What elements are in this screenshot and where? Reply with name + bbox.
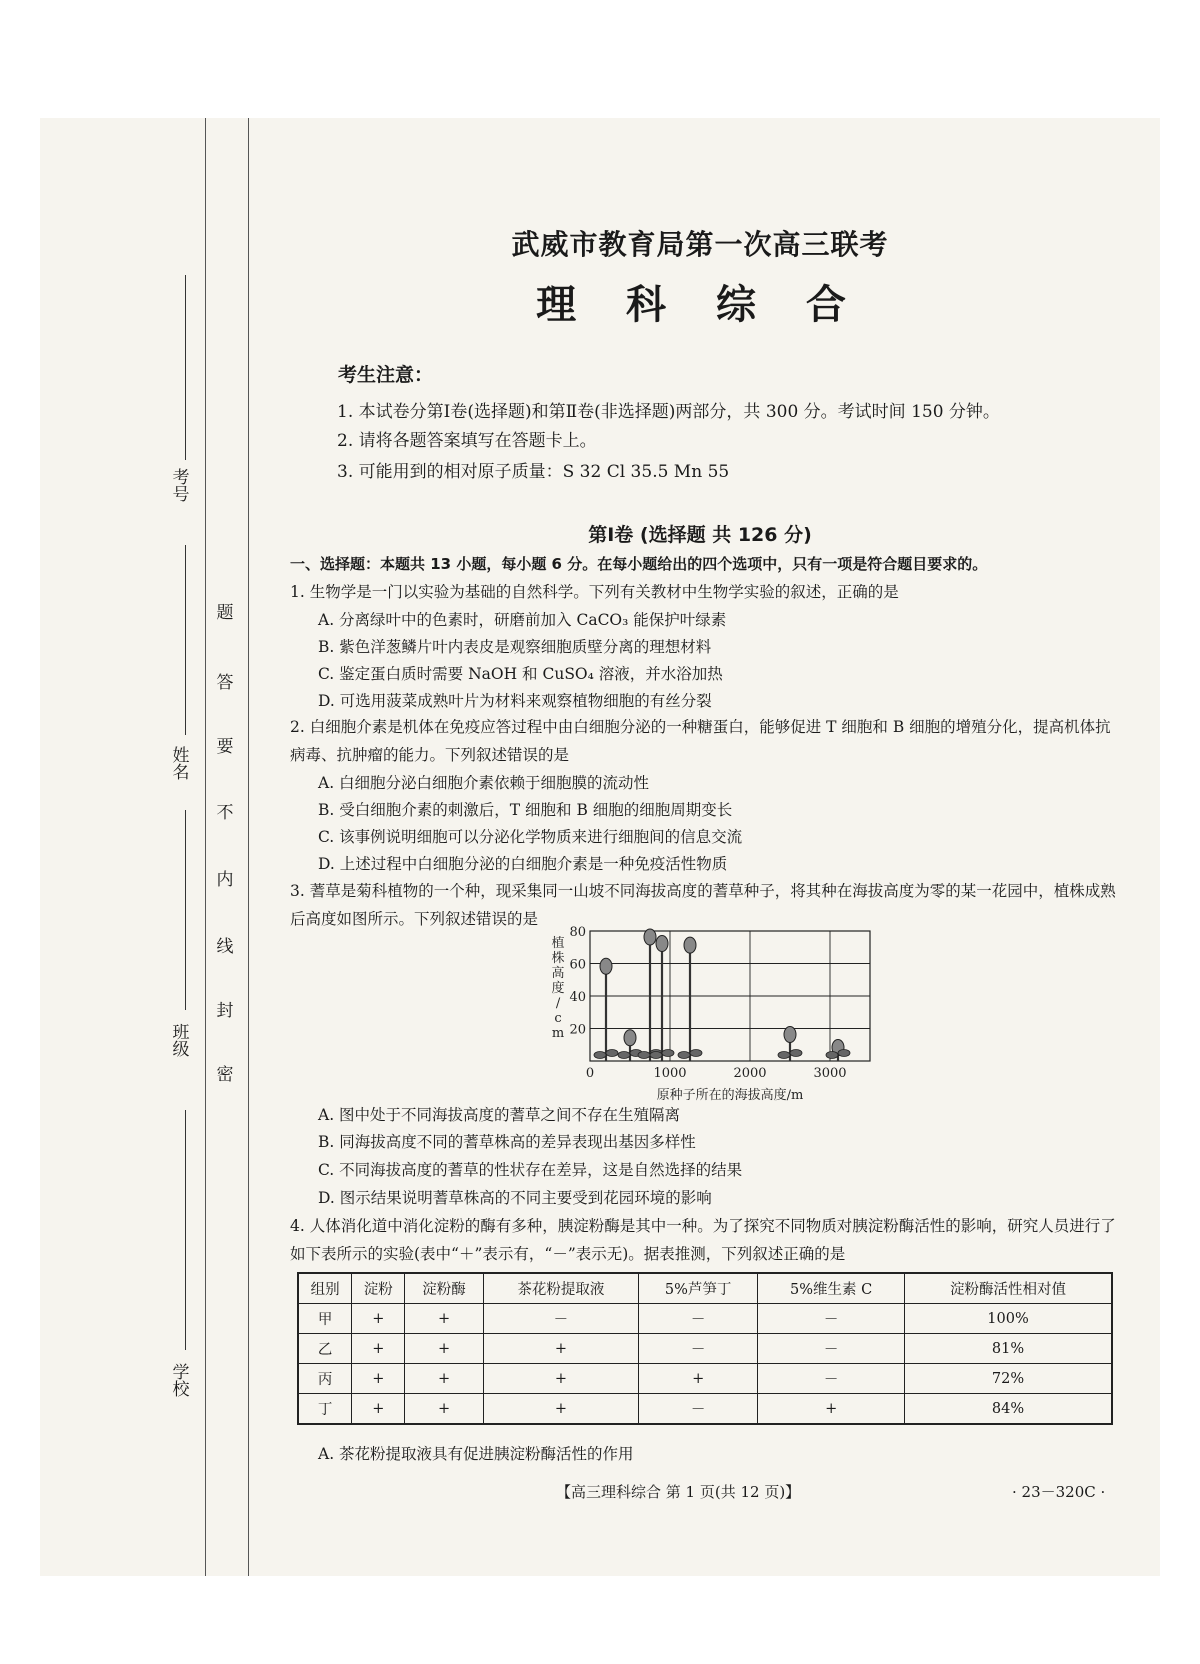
table-cell: 100% xyxy=(905,1304,1112,1334)
y-tick-label: 60 xyxy=(569,957,586,973)
table-cell: + xyxy=(483,1364,638,1394)
binding-line-outer xyxy=(205,118,206,1576)
table-cell: + xyxy=(483,1394,638,1425)
option: A. 图中处于不同海拔高度的蓍草之间不存在生殖隔离 xyxy=(318,1106,681,1124)
question-stem: 3. 蓍草是菊科植物的一个种，现采集同一山坡不同海拔高度的蓍草种子，将其种在海拔高度为零的某一花园中，植株成熟后高度如图所示。下列叙述错误的是 xyxy=(290,882,1116,928)
option: D. 图示结果说明蓍草株高的不同主要受到花园环境的影响 xyxy=(318,1189,712,1207)
plant-flower-head xyxy=(784,1027,796,1043)
class-blank xyxy=(185,810,186,1010)
class-label: 班级 xyxy=(172,1023,190,1060)
subject-title: 理 科 综 合 xyxy=(536,282,864,328)
option: D. 上述过程中白细胞分泌的白细胞介素是一种免疫活性物质 xyxy=(318,855,728,873)
table-row xyxy=(298,1334,1112,1364)
table-cell: 乙 xyxy=(298,1334,352,1364)
part1-title: 第Ⅰ卷 (选择题 共 126 分) xyxy=(588,524,812,546)
x-tick-label: 3000 xyxy=(813,1066,847,1081)
seal-char: 要 xyxy=(216,737,234,757)
seal-char: 密 xyxy=(216,1065,234,1085)
x-axis-label: 原种子所在的海拔高度/m xyxy=(656,1088,804,1103)
plant-height-chart xyxy=(540,925,870,1103)
table-header: 淀粉 xyxy=(352,1273,405,1304)
option: A. 茶花粉提取液具有促进胰淀粉酶活性的作用 xyxy=(318,1445,634,1463)
table-cell: － xyxy=(639,1334,758,1364)
option: D. 可选用菠菜成熟叶片为材料来观察植物细胞的有丝分裂 xyxy=(318,692,712,710)
table-cell: 丙 xyxy=(298,1364,352,1394)
table-header: 组别 xyxy=(298,1273,352,1304)
plant-leaf xyxy=(662,1050,674,1057)
table-cell: － xyxy=(758,1334,905,1364)
option: B. 受白细胞介素的刺激后，T 细胞和 B 细胞的细胞周期变长 xyxy=(318,801,733,819)
table-cell: － xyxy=(758,1304,905,1334)
plant-leaf xyxy=(678,1052,690,1059)
plant-leaf xyxy=(690,1050,702,1057)
table-cell: + xyxy=(758,1394,905,1425)
table-cell: + xyxy=(352,1304,405,1334)
name-label: 姓名 xyxy=(172,746,190,783)
y-tick-label: 80 xyxy=(569,925,586,940)
table-cell: + xyxy=(405,1304,484,1334)
footer-page-info: 【高三理科综合 第 1 页(共 12 页)】 xyxy=(556,1483,801,1501)
x-tick-label: 2000 xyxy=(733,1066,767,1081)
seal-char: 封 xyxy=(216,1001,234,1021)
table-cell: + xyxy=(405,1394,484,1425)
name-blank xyxy=(185,545,186,735)
binding-line-inner xyxy=(248,118,249,1576)
notice-item: 3. 可能用到的相对原子质量：S 32 Cl 35.5 Mn 55 xyxy=(337,462,730,482)
plant-leaf xyxy=(778,1052,790,1059)
question-stem: 4. 人体消化道中消化淀粉的酶有多种，胰淀粉酶是其中一种。为了探究不同物质对胰淀粉酶活性的影响，研究人员进行了如下表所示的实验(表中“＋”表示有，“－”表示无)。据表推测，下列叙述正确的是 xyxy=(290,1217,1116,1263)
table-cell: － xyxy=(639,1304,758,1334)
plant-leaf xyxy=(638,1052,650,1059)
seal-char: 答 xyxy=(216,673,234,693)
plant-leaf xyxy=(618,1052,630,1059)
y-tick-label: 40 xyxy=(569,990,586,1005)
plant-flower-head xyxy=(600,958,612,974)
plant-flower-head xyxy=(624,1030,636,1046)
plant-leaf xyxy=(606,1050,618,1057)
section-heading: 一、选择题：本题共 13 小题，每小题 6 分。在每小题给出的四个选项中，只有一项是符合题目要求的。 xyxy=(290,555,988,573)
table-header: 淀粉酶 xyxy=(405,1273,484,1304)
exam-number-label: 考号 xyxy=(172,468,190,505)
table-cell: 81% xyxy=(905,1334,1112,1364)
plant-flower-head xyxy=(644,929,656,945)
table-row xyxy=(298,1394,1112,1425)
notice-heading: 考生注意： xyxy=(338,364,434,386)
table-header: 5%维生素 C xyxy=(758,1273,905,1304)
seal-char: 不 xyxy=(216,803,234,823)
table-cell: + xyxy=(639,1364,758,1394)
table-cell: + xyxy=(352,1334,405,1364)
seal-char: 题 xyxy=(216,603,234,623)
y-tick-label: 20 xyxy=(569,1022,586,1038)
option: C. 鉴定蛋白质时需要 NaOH 和 CuSO₄ 溶液，并水浴加热 xyxy=(318,665,723,683)
table-cell: 丁 xyxy=(298,1394,352,1425)
option: A. 分离绿叶中的色素时，研磨前加入 CaCO₃ 能保护叶绿素 xyxy=(318,611,727,629)
table-cell: 84% xyxy=(905,1394,1112,1425)
table-row xyxy=(298,1304,1112,1334)
plant-leaf xyxy=(594,1052,606,1059)
option: C. 不同海拔高度的蓍草的性状存在差异，这是自然选择的结果 xyxy=(318,1161,743,1179)
table-header-row xyxy=(298,1273,1112,1304)
table-cell: + xyxy=(405,1364,484,1394)
option: A. 白细胞分泌白细胞介素依赖于细胞膜的流动性 xyxy=(318,774,650,792)
plant-leaf xyxy=(838,1050,850,1057)
seal-char: 线 xyxy=(216,937,234,957)
plant-flower-head xyxy=(684,937,696,953)
table-row xyxy=(298,1364,1112,1394)
option: C. 该事例说明细胞可以分泌化学物质来进行细胞间的信息交流 xyxy=(318,828,743,846)
enzyme-table xyxy=(297,1272,1113,1425)
table-cell: 甲 xyxy=(298,1304,352,1334)
x-tick-label: 1000 xyxy=(653,1066,687,1081)
table-header: 淀粉酶活性相对值 xyxy=(905,1273,1112,1304)
plant-flower-head xyxy=(656,936,668,952)
plant-leaf xyxy=(790,1050,802,1057)
table-cell: － xyxy=(483,1304,638,1334)
question-stem: 2. 白细胞介素是机体在免疫应答过程中由白细胞分泌的一种糖蛋白，能够促进 T 细胞和 B 细胞的增殖分化，提高机体抗病毒、抗肿瘤的能力。下列叙述错误的是 xyxy=(290,718,1111,764)
table-cell: + xyxy=(405,1334,484,1364)
table-cell: + xyxy=(483,1334,638,1364)
option: B. 同海拔高度不同的蓍草株高的差异表现出基因多样性 xyxy=(318,1133,696,1151)
option: B. 紫色洋葱鳞片叶内表皮是观察细胞质壁分离的理想材料 xyxy=(318,638,712,656)
table-header: 茶花粉提取液 xyxy=(483,1273,638,1304)
exam-title: 武威市教育局第一次高三联考 xyxy=(511,228,889,261)
y-axis-label: 植株高度/ c m xyxy=(551,936,565,1041)
table-cell: － xyxy=(758,1364,905,1394)
footer-code: · 23－320C · xyxy=(1012,1483,1106,1501)
plant-leaf xyxy=(650,1052,662,1059)
question-stem: 1. 生物学是一门以实验为基础的自然科学。下列有关教材中生物学实验的叙述，正确的是 xyxy=(290,583,899,601)
table-cell: + xyxy=(352,1364,405,1394)
x-tick-label: 0 xyxy=(585,1066,595,1081)
table-header: 5%芦笋丁 xyxy=(639,1273,758,1304)
notice-item: 2. 请将各题答案填写在答题卡上。 xyxy=(337,431,597,451)
school-label: 学校 xyxy=(172,1363,190,1400)
school-blank xyxy=(185,1110,186,1350)
exam-number-blank xyxy=(185,275,186,460)
table-cell: 72% xyxy=(905,1364,1112,1394)
plant-leaf xyxy=(826,1052,838,1059)
seal-char: 内 xyxy=(216,870,234,890)
table-cell: － xyxy=(639,1394,758,1425)
notice-item: 1. 本试卷分第Ⅰ卷(选择题)和第Ⅱ卷(非选择题)两部分，共 300 分。考试时间 150 分钟。 xyxy=(337,402,1000,422)
table-cell: + xyxy=(352,1394,405,1425)
